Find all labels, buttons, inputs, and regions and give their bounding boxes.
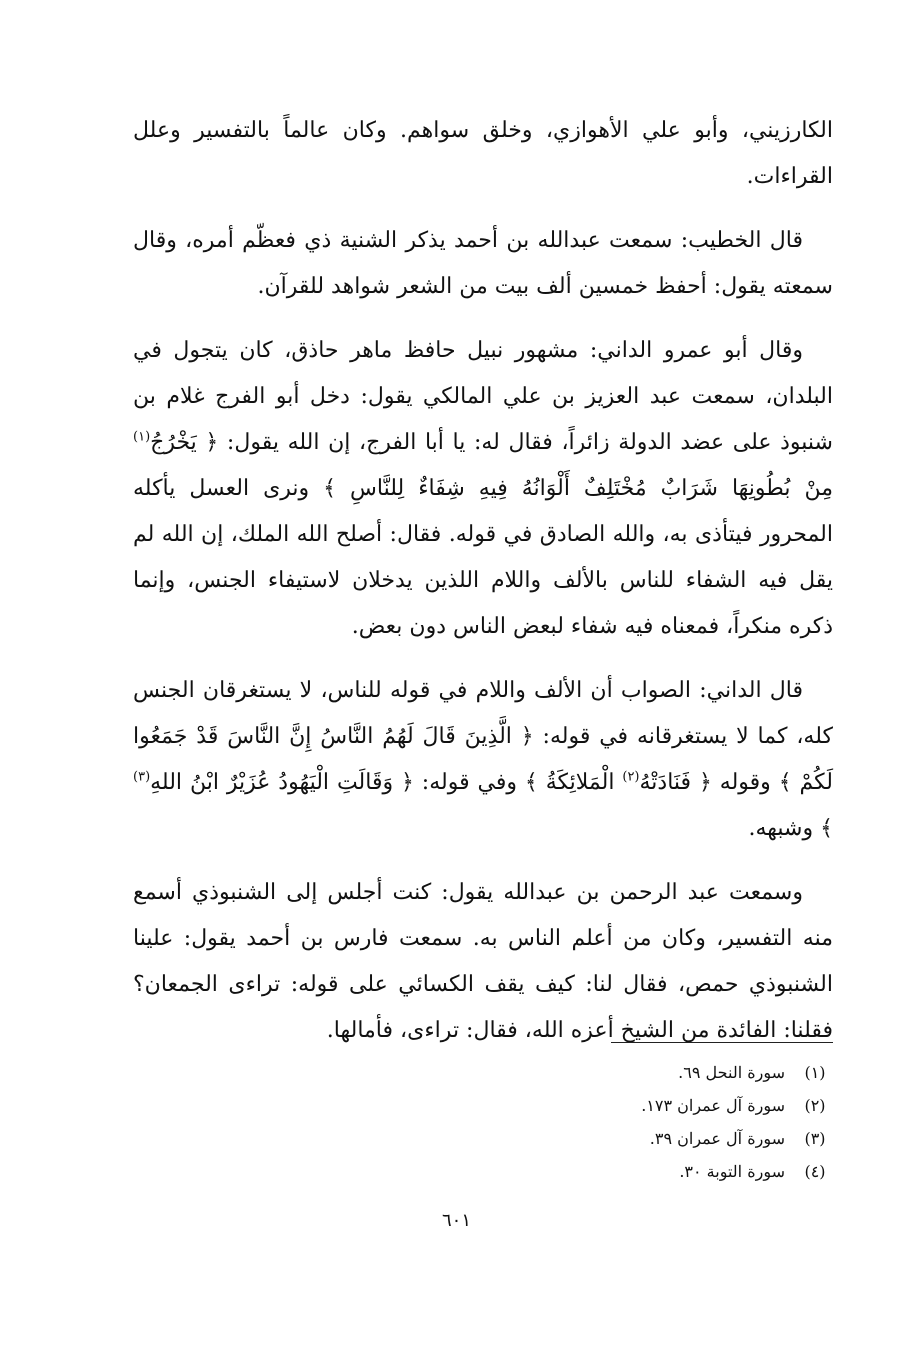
paragraph-text: مِنْ بُطُونِهَا شَرَابٌ مُخْتَلِفٌ أَلْوَانُهُ فِيهِ شِفَاءٌ لِلنَّاسِ ﴾ ونرى العسل يأكله المحرور فيتأذى به، والله الصادق في قوله. فقال: أصلح الله الملك، إن الله لم يقل فيه الشفاء للناس بالألف واللام اللذين يدخلان لاستيفاء الجنس، وإنما ذكره منكراً، فمعناه فيه شفاء لبعض الناس دون بعض.: [133, 476, 833, 639]
body-text: [133, 108, 833, 1072]
paragraph-text: قال الخطيب: سمعت عبدالله بن أحمد يذكر الشنية ذي فعظّم أمره، وقال سمعته يقول: أحفظ خمسين ألف بيت من الشعر شواهد للقرآن.: [133, 228, 833, 299]
footnotes: [533, 1056, 833, 1188]
paragraph-text: ﴾ وشبهه.: [748, 816, 833, 841]
footnote-divider: [611, 1042, 833, 1043]
paragraph: [133, 870, 833, 1054]
footnote-item: [533, 1155, 833, 1188]
paragraph: [133, 108, 833, 200]
footnote-item: [533, 1089, 833, 1122]
paragraph-text: وسمعت عبد الرحمن بن عبدالله يقول: كنت أجلس إلى الشنبوذي أسمع منه التفسير، وكان من أعلم الناس به. سمعت فارس بن أحمد يقول: علينا الشنبوذي حمص، فقال لنا: كيف يقف الكسائي على قوله: تراءى الجمعان؟ فقلنا: الفائدة من الشيخ أعزه الله، فقال: تراءى، فأمالها.: [133, 880, 833, 1043]
footnote-number: (٢): [804, 1096, 826, 1115]
paragraph-text: قال الداني: الصواب أن الألف واللام في قوله للناس، لا يستغرقان الجنس كله، كما لا يستغرقانه في قوله: ﴿ الَّذِينَ قَالَ لَهُمُ النَّاسُ إِنَّ النَّاسَ قَدْ جَمَعُوا لَكُمْ ﴾ وقوله ﴿ فَنَادَتْهُ: [133, 678, 833, 795]
footnote-reference: (٢): [622, 769, 640, 785]
footnote-text: سورة آل عمران ٣٩.: [649, 1129, 785, 1148]
footnote-reference: (٣): [133, 769, 151, 785]
paragraph: [133, 328, 833, 650]
footnote-text: سورة النحل ٦٩.: [678, 1063, 785, 1082]
footnote-number: (٤): [804, 1162, 826, 1181]
paragraph-text: وقال أبو عمرو الداني: مشهور نبيل حافظ ماهر حاذق، كان يتجول في البلدان، سمعت عبد العزيز بن علي المالكي يقول: دخل أبو الفرج غلام بن شنبوذ على عضد الدولة زائراً، فقال له: يا أبا الفرج، إن الله يقول: ﴿ يَخْرُجُ: [133, 338, 833, 455]
footnote-text: سورة التوبة ٣٠.: [679, 1162, 785, 1181]
footnote-number: (٣): [804, 1129, 826, 1148]
paragraph-text: الكارزيني، وأبو علي الأهوازي، وخلق سواهم. وكان عالماً بالتفسير وعلل القراءات.: [133, 118, 833, 189]
paragraph: [133, 668, 833, 852]
footnote-number: (١): [804, 1063, 826, 1082]
page-number: ٦٠١: [441, 1210, 471, 1231]
footnote-item: [533, 1122, 833, 1155]
paragraph: [133, 218, 833, 310]
footnote-item: [533, 1056, 833, 1089]
footnote-text: سورة آل عمران ١٧٣.: [641, 1096, 785, 1115]
footnote-reference: (١): [133, 429, 151, 445]
paragraph-text: الْمَلائِكَةُ ﴾ وفي قوله: ﴿ وَقَالَتِ الْيَهُودُ عُزَيْرٌ ابْنُ اللهِ: [150, 770, 623, 795]
